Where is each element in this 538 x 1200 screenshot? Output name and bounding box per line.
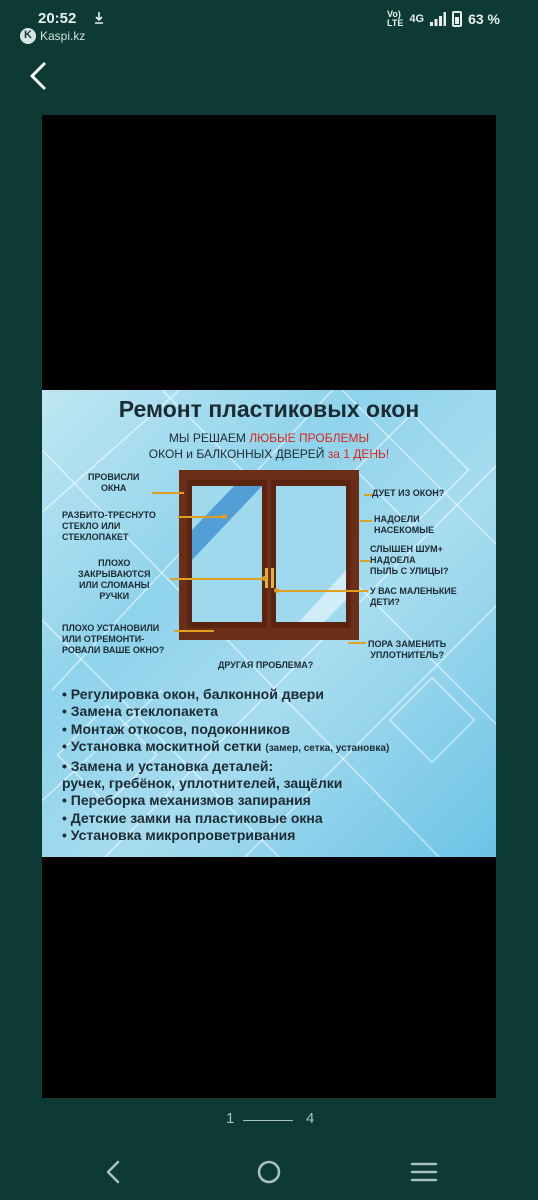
service-item: • Монтаж откосов, подоконников [62, 720, 291, 737]
status-time: 20:52 [38, 10, 77, 27]
callout-seal [368, 639, 446, 661]
kaspi-icon [20, 28, 36, 44]
callout-insects-line-1: НАДОЕЛИ [374, 514, 420, 524]
nav-home-button[interactable] [249, 1156, 289, 1188]
callout-installed-line [174, 630, 214, 632]
callout-noise-line [360, 560, 370, 562]
callout-handles-line-3: ИЛИ СЛОМАНЫ [78, 580, 150, 590]
pager-total: 4 [306, 1110, 315, 1127]
callout-handles-dot [262, 576, 267, 581]
callout-handles-line-1: ПЛОХО [98, 558, 131, 568]
callout-sag-line-1: ПРОВИСЛИ [88, 472, 140, 482]
callout-other [218, 660, 313, 671]
callout-kids-line-1: У ВАС МАЛЕНЬКИЕ [370, 586, 457, 596]
poster-subtitle-2-b: за 1 ДЕНЬ! [327, 447, 390, 461]
status-bar [0, 0, 538, 44]
volte-top: Vo) [387, 9, 401, 19]
volte-bottom: LTE [387, 18, 404, 28]
image-pager [0, 1110, 538, 1130]
poster-subtitle-2-a: ОКОН и БАЛКОННЫХ ДВЕРЕЙ [148, 447, 328, 461]
service-item: • Замена стеклопакета [62, 703, 218, 720]
download-icon [94, 11, 104, 25]
service-item [62, 738, 492, 757]
service-item: ручек, гребёнок, уплотнителей, защёлки [62, 775, 343, 792]
callout-noise-line-3: ПЫЛЬ С УЛИЦЫ? [370, 566, 449, 576]
services-list [62, 686, 492, 845]
callout-cracked-dot [222, 514, 227, 519]
callout-kids-dot [274, 588, 279, 593]
callout-installed [62, 623, 164, 656]
callout-handles-line-2: ЗАКРЫВАЮТСЯ [78, 569, 151, 579]
service-item-note: (замер, сетка, установка) [265, 743, 390, 755]
callout-installed-line-3: РОВАЛИ ВАШЕ ОКНО? [62, 645, 165, 655]
battery-percent: 63 % [468, 11, 500, 27]
service-item: • Детские замки на пластиковые окна [62, 809, 323, 826]
callout-noise-line-1: СЛЫШЕН ШУМ+ [370, 544, 443, 554]
callout-cracked-line [178, 516, 224, 518]
window-illustration [179, 470, 359, 640]
service-item: • Замена и установка деталей: [62, 757, 274, 774]
callout-cracked-line-2: СТЕКЛО ИЛИ [62, 521, 121, 531]
service-item: • Переборка механизмов запирания [62, 792, 311, 809]
poster-subtitle-2 [42, 447, 496, 461]
photo-image[interactable] [42, 390, 496, 857]
callout-sag-line [152, 492, 184, 494]
callout-noise [370, 544, 449, 577]
chevron-left-icon [22, 56, 58, 96]
poster-subtitle-1 [42, 431, 496, 445]
callout-installed-line-2: ИЛИ ОТРЕМОНТИ- [62, 634, 145, 644]
status-right [387, 10, 500, 28]
callout-draft-line-1: ДУЕТ ИЗ ОКОН? [372, 488, 445, 498]
callout-cracked-line-3: СТЕКЛОПАКЕТ [62, 532, 129, 542]
callout-handles-line-4: РУЧКИ [99, 591, 130, 601]
callout-kids-line [278, 590, 368, 592]
pager-divider [243, 1120, 293, 1121]
callout-cracked [62, 510, 156, 543]
callout-handles [78, 558, 151, 602]
nav-recents-button[interactable] [404, 1156, 444, 1188]
callout-insects [374, 514, 434, 536]
callout-sag [88, 472, 139, 494]
callout-insects-line-2: НАСЕКОМЫЕ [374, 525, 435, 535]
nav-back-button[interactable] [94, 1156, 134, 1188]
service-item: • Регулировка окон, балконной двери [62, 686, 324, 702]
callout-draft-line [364, 494, 372, 496]
pager-current: 1 [226, 1110, 235, 1127]
poster-subtitle-1-b: ЛЮБЫЕ ПРОБЛЕМЫ [249, 431, 370, 445]
signal-icon [430, 12, 446, 26]
network-type: 4G [409, 13, 425, 25]
callout-seal-line-2: УПЛОТНИТЕЛЬ? [370, 650, 444, 660]
nav-back-icon [94, 1156, 134, 1188]
callout-insects-line [360, 520, 372, 522]
callout-installed-line-1: ПЛОХО УСТАНОВИЛИ [62, 623, 160, 633]
nav-recents-icon [404, 1156, 444, 1188]
system-nav-bar [0, 1148, 538, 1200]
callout-seal-line-1: ПОРА ЗАМЕНИТЬ [368, 639, 447, 649]
callout-noise-line-2: НАДОЕЛА [370, 555, 416, 565]
status-app-name: Kaspi.kz [40, 29, 86, 43]
poster-subtitle-1-a: МЫ РЕШАЕМ [168, 431, 250, 445]
back-button[interactable] [22, 56, 58, 96]
callout-seal-line [348, 642, 366, 644]
poster-title: Ремонт пластиковых окон [118, 396, 420, 422]
callout-draft [372, 488, 444, 499]
nav-home-icon [249, 1156, 289, 1188]
battery-icon [452, 11, 462, 27]
service-item-text: • Установка москитной сетки [62, 738, 262, 755]
callout-kids [370, 586, 457, 608]
callout-other-line-1: ДРУГАЯ ПРОБЛЕМА? [218, 660, 314, 670]
callout-sag-line-2: ОКНА [100, 483, 127, 493]
callout-handles-line [170, 578, 264, 580]
callout-kids-line-2: ДЕТИ? [370, 597, 400, 607]
callout-cracked-line-1: РАЗБИТО-ТРЕСНУТО [62, 510, 156, 520]
volte-indicator [387, 10, 403, 28]
service-item: • Установка микропроветривания [62, 827, 296, 844]
status-app-indicator [20, 28, 85, 44]
